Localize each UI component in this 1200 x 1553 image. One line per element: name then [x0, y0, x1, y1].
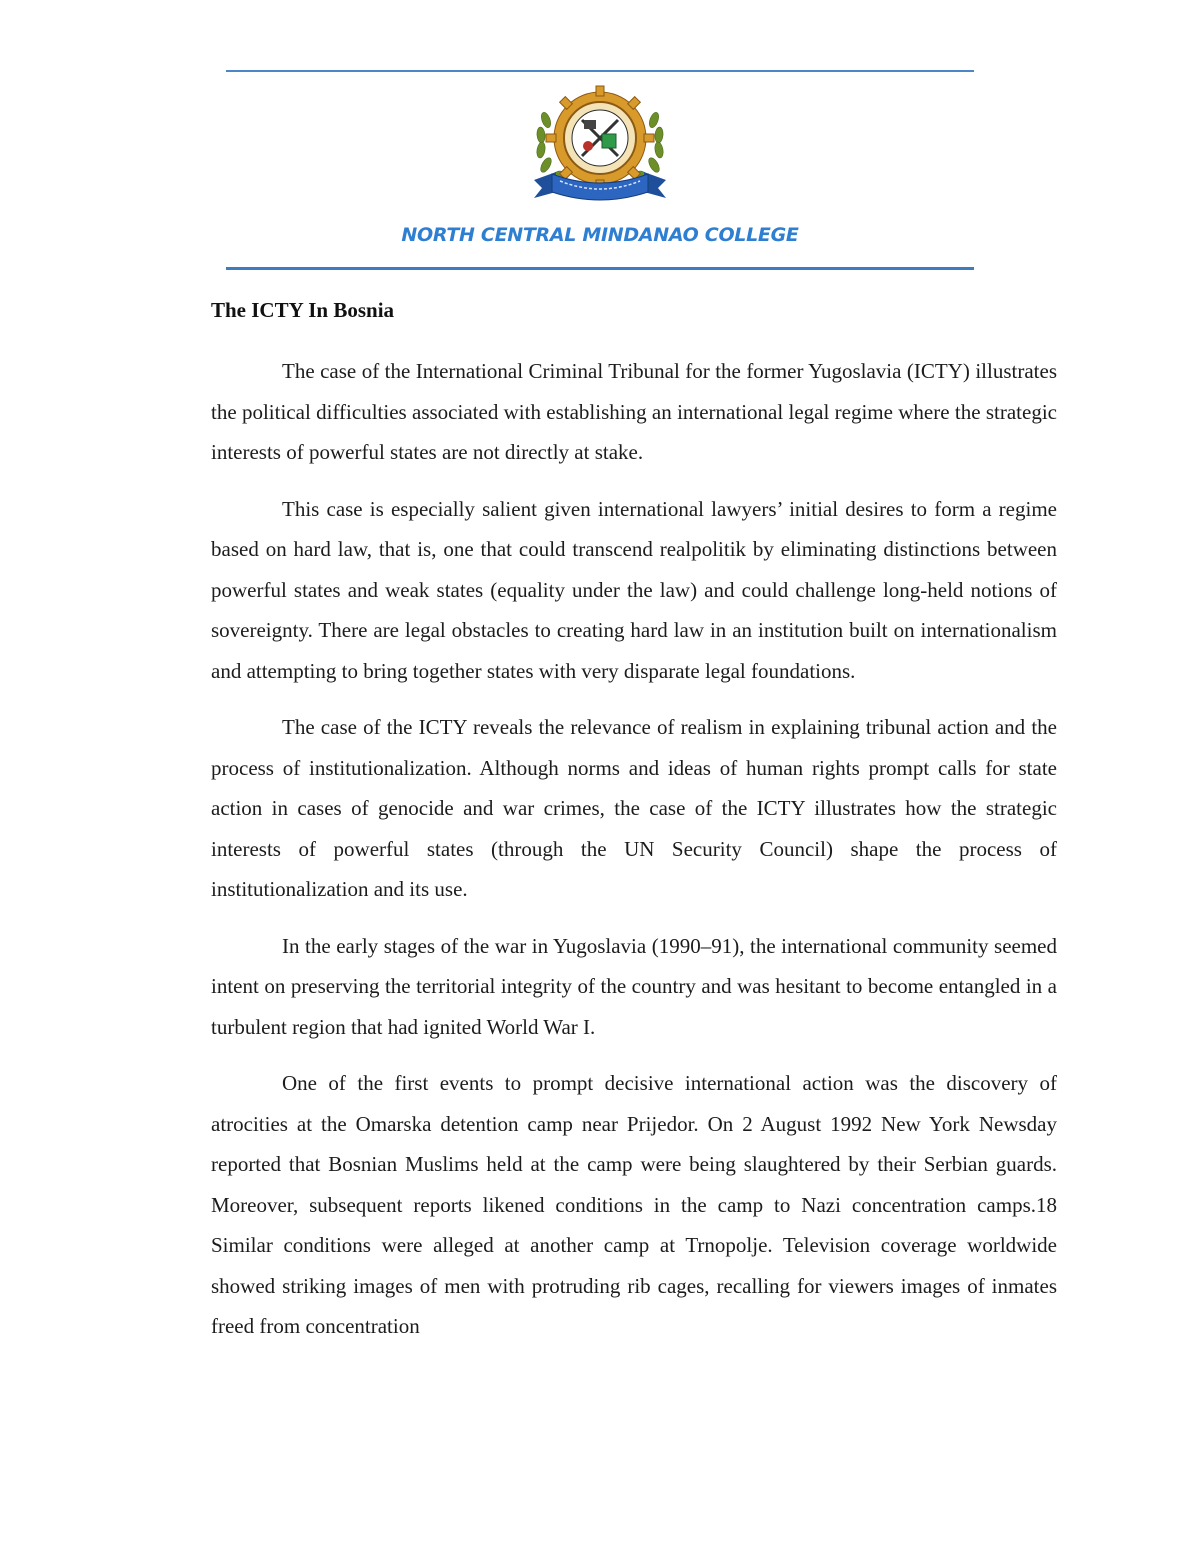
document-title: The ICTY In Bosnia	[211, 298, 395, 322]
paragraph: One of the first events to prompt decisive international action was the discovery of atrocities at the Omarska detention camp near Prijedor. On 2 August 1992 New York Newsday reported that Bosnian Muslims held at the camp were being slaughtered by their Serbian guards. Moreover, subsequent reports likened conditions in the camp to Nazi concentration camps.18 Similar conditions were alleged at another camp at Trnopolje. Television coverage worldwide showed striking images of men with protruding rib cages, recalling for viewers images of inmates freed from concentration	[211, 1071, 1057, 1338]
college-seal-icon	[526, 80, 674, 210]
document-body	[211, 351, 1057, 1363]
paragraph: The case of the International Criminal Tribunal for the former Yugoslavia (ICTY) illustrates the political difficulties associated with establishing an international legal regime where the strategic interests of powerful states are not directly at stake.	[211, 359, 1057, 464]
college-name: NORTH CENTRAL MINDANAO COLLEGE	[401, 224, 799, 246]
header-top-rule	[226, 70, 974, 72]
paragraph: This case is especially salient given international lawyers’ initial desires to form a regime based on hard law, that is, one that could transcend realpolitik by eliminating distinctions between powerful states and weak states (equality under the law) and could challenge long-held notions of sovereignty. There are legal obstacles to creating hard law in an institution built on internationalism and attempting to bring together states with very disparate legal foundations.	[211, 496, 1057, 683]
paragraph: In the early stages of the war in Yugoslavia (1990–91), the international community seemed intent on preserving the territorial integrity of the country and was hesitant to become entangled in a turbulent region that had ignited World War I.	[211, 933, 1057, 1039]
paragraph: The case of the ICTY reveals the relevance of realism in explaining tribunal action and the process of institutionalization. Although norms and ideas of human rights prompt calls for state action in cases of genocide and war crimes, the case of the ICTY illustrates how the strategic interests of powerful states (through the UN Security Council) shape the process of institutionalization and its use.	[211, 715, 1057, 901]
header-bottom-rule	[226, 267, 974, 270]
